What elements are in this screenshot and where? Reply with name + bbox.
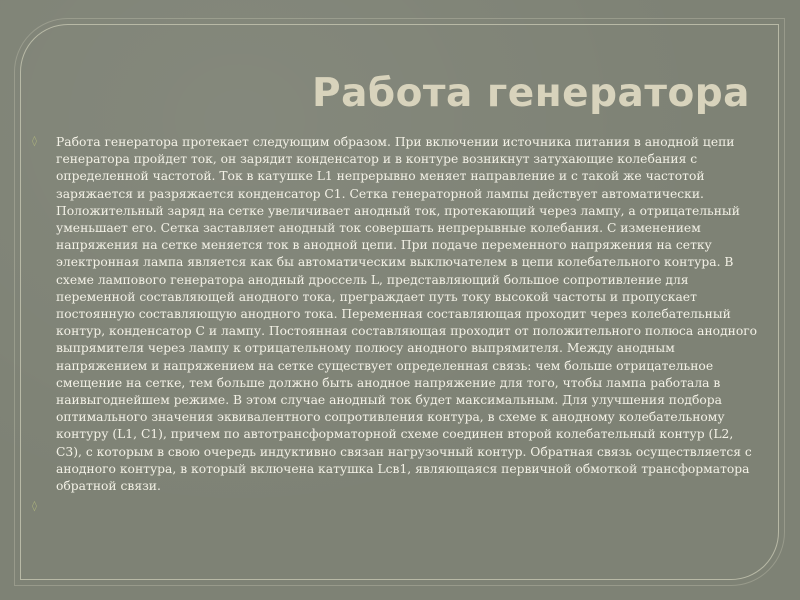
- empty-bullet-item: [30, 499, 770, 513]
- slide-body: [30, 134, 770, 513]
- slide-title: Работа генератора: [311, 71, 750, 116]
- bullet-item: [30, 134, 770, 495]
- diamond-bullet-icon: ◊: [32, 501, 37, 513]
- body-paragraph: Работа генератора протекает следующим образом. При включении источника питания в анодной цепи генератора пройдет ток, он зарядит конденсатор и в контуре возникнут затухающие колебания с определенной частотой. Ток в катушке L1 непрерывно меняет направление и с такой же частотой заряжается и разряжается конденсатор С1. Сетка генераторной лампы действует автоматически. Положительный заряд на сетке увеличивает анодный ток, протекающий через лампу, а отрицательный уменьшает его. Сетка заставляет анодный ток совершать непрерывные колебания. С изменением напряжения на сетке меняется ток в анодной цепи. При подаче переменного напряжения на сетку электронная лампа является как бы автоматическим выключателем в цепи колебательного контура. В схеме лампового генератора анодный дроссель L, представляющий большое сопротивление для переменной составляющей анодного тока, преграждает путь току высокой частоты и пропускает постоянную составляющую анодного тока. Переменная составляющая проходит через колебательный контур, конденсатор С и лампу. Постоянная составляющая проходит от положительного полюса анодного выпрямителя через лампу к отрицательному полюсу анодного выпрямителя. Между анодным напряжением и напряжением на сетке существует определенная связь: чем больше отрицательное смещение на сетке, тем больше должно быть анодное напряжение для того, чтобы лампа работала в наивыгоднейшем режиме. В этом случае анодный ток будет максимальным. Для улучшения подбора оптимального значения эквивалентного сопротивления контура, в схеме к анодному колебательному контуру (L1, C1), причем по автотрансформаторной схеме соединен второй колебательный контур (L2, C3), с которым в свою очередь индуктивно связан нагрузочный контур. Обратная связь осуществляется с анодного контура, в который включена катушка Lсв1, являющаяся первичной обмоткой трансформатора обратной связи.: [56, 135, 758, 494]
- diamond-bullet-icon: ◊: [32, 136, 37, 147]
